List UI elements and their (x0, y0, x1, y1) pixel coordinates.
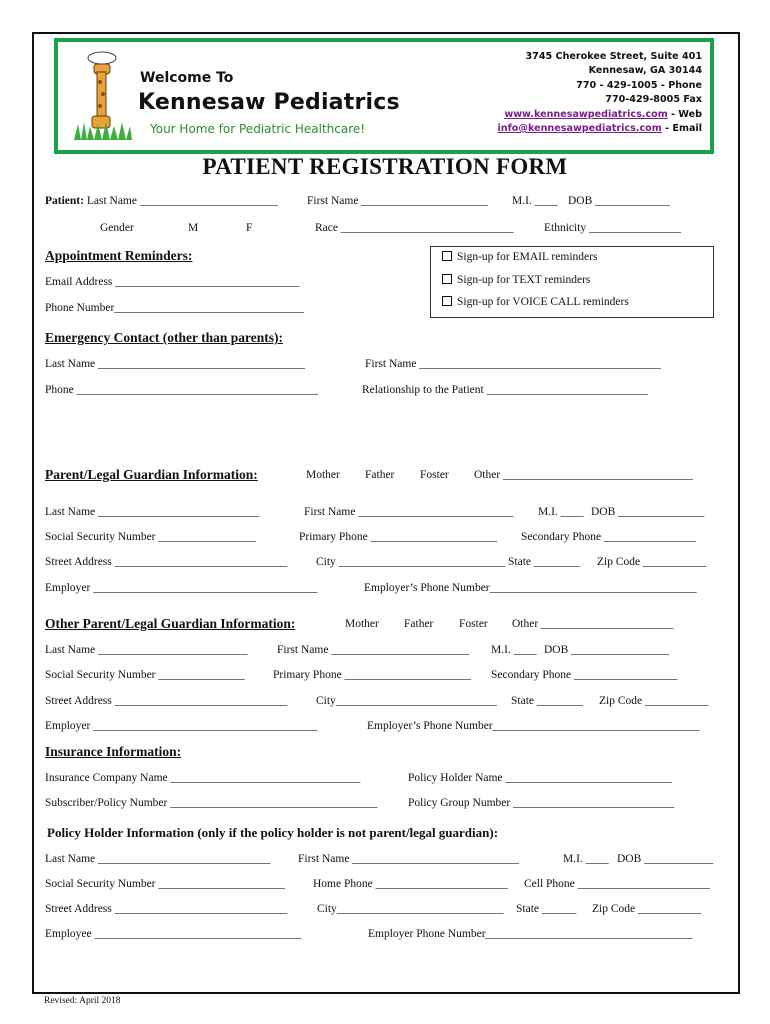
policy-holder-city-field[interactable]: City_____________________________ (317, 903, 504, 915)
signup-text-label: Sign-up for TEXT reminders (457, 274, 591, 286)
fax-line: 770-429-8005 Fax (605, 94, 702, 106)
guardian-father-option[interactable]: Father (365, 469, 395, 481)
welcome-text: Welcome To (140, 70, 234, 86)
guardian-ssn-field[interactable]: Social Security Number _________________ (45, 531, 257, 543)
address-line-1: 3745 Cherokee Street, Suite 401 (525, 51, 702, 62)
other-guardian-foster-option[interactable]: Foster (459, 618, 488, 630)
other-guardian-city-field[interactable]: City____________________________ (316, 695, 497, 707)
email-address-field[interactable]: Email Address ________________________________ (45, 276, 300, 288)
ethnicity-field[interactable]: Ethnicity ________________ (544, 222, 682, 234)
signup-email-checkbox[interactable] (442, 251, 597, 263)
other-guardian-last-name-field[interactable]: Last Name __________________________ (45, 644, 248, 656)
guardian-secondary-phone-field[interactable]: Secondary Phone ________________ (521, 531, 697, 543)
emergency-first-name-field[interactable]: First Name __________________________________________ (365, 358, 661, 370)
guardian-other-field[interactable]: Other _________________________________ (474, 469, 693, 481)
policy-holder-mi-field[interactable]: M.I. ____ (563, 853, 609, 865)
other-guardian-street-field[interactable]: Street Address ______________________________ (45, 695, 288, 707)
policy-holder-ssn-field[interactable]: Social Security Number ______________________ (45, 878, 285, 890)
policy-holder-employee-field[interactable]: Employee ____________________________________ (45, 928, 302, 940)
policy-holder-home-phone-field[interactable]: Home Phone _______________________ (313, 878, 508, 890)
guardian-state-field[interactable]: State ________ (508, 556, 580, 568)
website-link[interactable]: www.kennesawpediatrics.com (504, 108, 668, 120)
checkbox-icon (442, 296, 452, 306)
patient-dob-field[interactable]: DOB _____________ (568, 195, 670, 207)
web-suffix: - Web (667, 108, 702, 120)
practice-name: Kennesaw Pediatrics (138, 90, 400, 115)
guardian-dob-field[interactable]: DOB _______________ (591, 506, 705, 518)
other-guardian-father-option[interactable]: Father (404, 618, 434, 630)
other-guardian-heading: Other Parent/Legal Guardian Information: (45, 616, 296, 631)
gender-m-option[interactable]: M (188, 222, 199, 234)
other-guardian-mother-option[interactable]: Mother (345, 618, 379, 630)
patient-last-name-label: Last Name ________________________ (86, 195, 278, 207)
patient-mi-field[interactable]: M.I. ____ (512, 195, 558, 207)
patient-first-name-field[interactable]: First Name ______________________ (307, 195, 488, 207)
guardian-foster-option[interactable]: Foster (420, 469, 449, 481)
phone-number-field[interactable]: Phone Number_________________________________ (45, 302, 305, 314)
policy-holder-heading: Policy Holder Information (only if the policy holder is not parent/legal guardian): (47, 825, 499, 840)
emergency-contact-heading: Emergency Contact (other than parents): (45, 330, 283, 345)
emergency-last-name-field[interactable]: Last Name ____________________________________ (45, 358, 306, 370)
emergency-relationship-field[interactable]: Relationship to the Patient ____________________________ (362, 384, 648, 396)
patient-label: Patient: (45, 195, 84, 207)
policy-holder-zip-field[interactable]: Zip Code ___________ (592, 903, 702, 915)
signup-email-label: Sign-up for EMAIL reminders (457, 251, 598, 263)
gender-label: Gender (100, 222, 134, 234)
appointment-reminders-heading: Appointment Reminders: (45, 248, 193, 263)
checkbox-icon (442, 251, 452, 261)
guardian-heading: Parent/Legal Guardian Information: (45, 467, 258, 482)
policy-holder-name-field[interactable]: Policy Holder Name _____________________________ (408, 772, 673, 784)
signup-text-checkbox[interactable] (442, 274, 590, 286)
signup-voice-checkbox[interactable] (442, 296, 629, 308)
guardian-mi-field[interactable]: M.I. ____ (538, 506, 584, 518)
guardian-zip-field[interactable]: Zip Code ___________ (597, 556, 707, 568)
guardian-street-field[interactable]: Street Address ______________________________ (45, 556, 288, 568)
guardian-employer-phone-field[interactable]: Employer’s Phone Number____________________________________ (364, 582, 697, 594)
policy-holder-last-name-field[interactable]: Last Name ______________________________ (45, 853, 271, 865)
other-guardian-mi-field[interactable]: M.I. ____ (491, 644, 537, 656)
other-guardian-employer-field[interactable]: Employer _______________________________________ (45, 720, 318, 732)
insurance-company-field[interactable]: Insurance Company Name _________________________________ (45, 772, 361, 784)
other-guardian-primary-phone-field[interactable]: Primary Phone ______________________ (273, 669, 472, 681)
guardian-employer-field[interactable]: Employer _______________________________________ (45, 582, 318, 594)
guardian-primary-phone-field[interactable]: Primary Phone ______________________ (299, 531, 498, 543)
policy-holder-state-field[interactable]: State ______ (516, 903, 577, 915)
signup-voice-label: Sign-up for VOICE CALL reminders (457, 296, 629, 308)
checkbox-icon (442, 274, 452, 284)
insurance-heading: Insurance Information: (45, 744, 182, 759)
guardian-last-name-field[interactable]: Last Name ____________________________ (45, 506, 260, 518)
emergency-phone-field[interactable]: Phone __________________________________________ (45, 384, 319, 396)
other-guardian-zip-field[interactable]: Zip Code ___________ (599, 695, 709, 707)
guardian-first-name-field[interactable]: First Name ___________________________ (304, 506, 514, 518)
page-title: PATIENT REGISTRATION FORM (202, 154, 568, 179)
address-line-2: Kennesaw, GA 30144 (588, 65, 702, 77)
gender-f-option[interactable]: F (246, 222, 253, 234)
policy-holder-street-field[interactable]: Street Address ______________________________ (45, 903, 288, 915)
email-suffix: - Email (661, 123, 702, 135)
other-guardian-first-name-field[interactable]: First Name ________________________ (277, 644, 470, 656)
other-guardian-other-field[interactable]: Other _______________________ (512, 618, 674, 630)
policy-holder-employer-phone-field[interactable]: Employer Phone Number____________________________________ (368, 928, 693, 940)
phone-line: 770 - 429-1005 - Phone (576, 79, 702, 91)
guardian-city-field[interactable]: City _____________________________ (316, 556, 506, 568)
tagline: Your Home for Pediatric Healthcare! (150, 122, 366, 136)
other-guardian-ssn-field[interactable]: Social Security Number _______________ (45, 669, 245, 681)
policy-holder-dob-field[interactable]: DOB ____________ (617, 853, 714, 865)
policy-holder-cell-phone-field[interactable]: Cell Phone _______________________ (524, 878, 710, 890)
other-guardian-secondary-phone-field[interactable]: Secondary Phone __________________ (491, 669, 678, 681)
policy-holder-first-name-field[interactable]: First Name _____________________________ (298, 853, 520, 865)
race-field[interactable]: Race ______________________________ (315, 222, 514, 234)
contact-block (497, 50, 702, 136)
subscriber-policy-number-field[interactable]: Subscriber/Policy Number ____________________________________ (45, 797, 378, 809)
policy-group-number-field[interactable]: Policy Group Number ____________________________ (408, 797, 675, 809)
revised-date: Revised: April 2018 (44, 996, 121, 1006)
header-banner (54, 38, 714, 154)
guardian-mother-option[interactable]: Mother (306, 469, 340, 481)
other-guardian-employer-phone-field[interactable]: Employer’s Phone Number____________________________________ (367, 720, 700, 732)
other-guardian-dob-field[interactable]: DOB _________________ (544, 644, 669, 656)
email-link[interactable]: info@kennesawpediatrics.com (497, 123, 662, 135)
giraffe-logo-icon (72, 50, 132, 142)
other-guardian-state-field[interactable]: State ________ (511, 695, 583, 707)
patient-last-name-field[interactable] (45, 195, 278, 207)
